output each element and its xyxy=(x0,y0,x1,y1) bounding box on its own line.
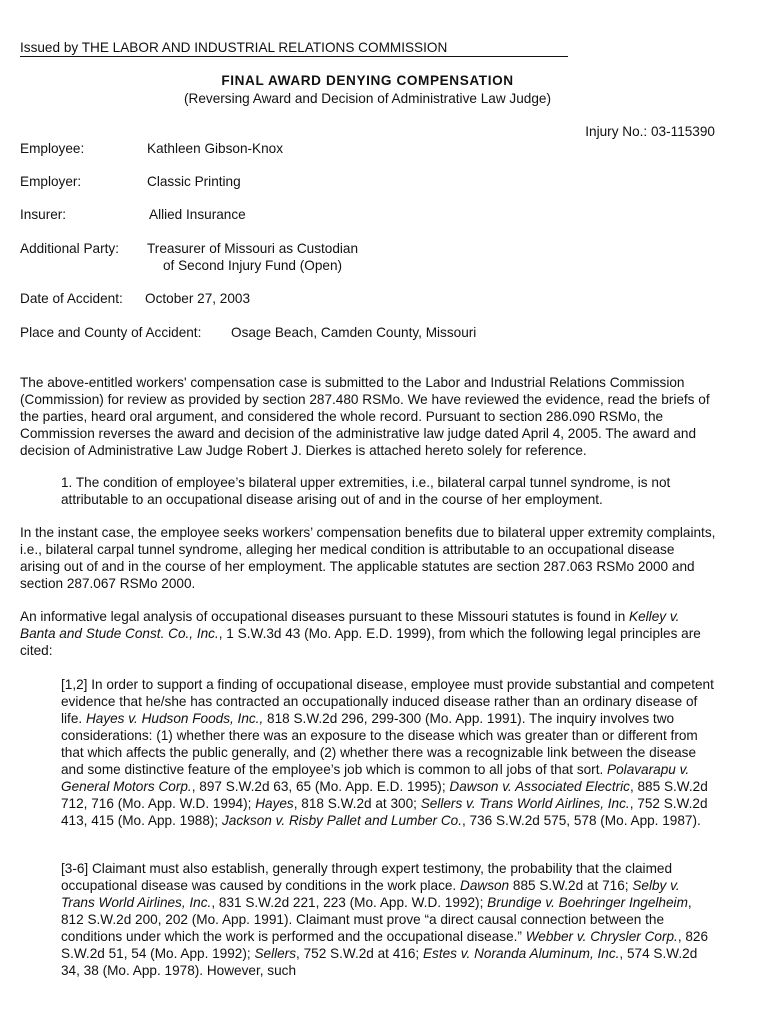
case-citation: Estes v. Noranda Aluminum, Inc. xyxy=(422,946,620,961)
additional-party-label: Additional Party: xyxy=(20,241,119,256)
case-citation: Sellers xyxy=(254,946,297,961)
case-citation: Selby v. Trans World Airlines, Inc. xyxy=(61,878,680,910)
employer-value: Classic Printing xyxy=(147,174,241,189)
case-citation: Dawson xyxy=(460,878,510,893)
case-citation: Hayes xyxy=(255,796,294,811)
issuer-line: Issued by THE LABOR AND INDUSTRIAL RELATIONS COMMISSION xyxy=(20,40,568,57)
instant-case-paragraph: In the instant case, the employee seeks workers’ compensation benefits due to bilateral upper extremity complaints, i.e., bilateral carpal tunnel syndrome, alleging her medical condition is attributable to an occupational disease arising out of and in the course of her employment. The applicable statutes are section 287.063 RSMo 2000 and section 287.067 RSMo 2000. xyxy=(20,525,716,591)
finding-1: 1. The condition of employee’s bilateral upper extremities, i.e., bilateral carpal tunnel syndrome, is not attributable to an occupational disease arising out of and in the course of her employment. xyxy=(61,475,671,507)
document-title: FINAL AWARD DENYING COMPENSATION xyxy=(221,73,514,88)
place-of-accident-label: Place and County of Accident: xyxy=(20,325,202,340)
case-citation: Hayes v. Hudson Foods, Inc., xyxy=(85,711,264,726)
injury-number: Injury No.: 03-115390 xyxy=(585,124,715,139)
case-citation: Sellers v. Trans World Airlines, Inc. xyxy=(420,796,630,811)
additional-party-value: Treasurer of Missouri as Custodian xyxy=(147,241,359,256)
employee-value: Kathleen Gibson-Knox xyxy=(147,141,284,156)
case-citation: Dawson v. Associated Electric xyxy=(449,779,630,794)
document-subtitle: (Reversing Award and Decision of Administrative Law Judge) xyxy=(184,91,551,106)
insurer-value: Allied Insurance xyxy=(149,207,246,222)
case-citation: Jackson v. Risby Pallet and Lumber Co. xyxy=(221,813,462,828)
quote-paragraph-2: [3-6] Claimant must also establish, generally through expert testimony, the probability that the claimed occupational disease was caused by conditions in the work place. Dawson 885 S.W.2d at 716; Selby v. Trans World Airlines, Inc., 831 S.W.2d 221, 223 (Mo. App. W.D. 1992); Brundige v. Boehringer Ingelheim, 812 S.W.2d 200, 202 (Mo. App. 1991). Claimant must prove “a direct causal connection between the conditions under which the work is performed and the occupational disease.” Webber v. Chrysler Corp., 826 S.W.2d 51, 54 (Mo. App. 1992); Sellers, 752 S.W.2d at 416; Estes v. Noranda Aluminum, Inc., 574 S.W.2d 34, 38 (Mo. App. 1978). However, such xyxy=(61,861,709,978)
date-of-accident-value: October 27, 2003 xyxy=(145,291,251,306)
case-citation: Kelley v. Banta and Stude Const. Co., Inc. xyxy=(20,609,680,641)
case-citation: Brundige v. Boehringer Ingelheim xyxy=(487,895,688,910)
insurer-label: Insurer: xyxy=(20,207,67,222)
place-of-accident-value: Osage Beach, Camden County, Missouri xyxy=(231,325,477,340)
legal-analysis-paragraph: An informative legal analysis of occupational diseases pursuant to these Missouri statutes is found in Kelley v. Banta and Stude Const. Co., Inc., 1 S.W.3d 43 (Mo. App. E.D. 1999), from which the following legal principles are cited: xyxy=(20,609,701,658)
additional-party-value-cont: of Second Injury Fund (Open) xyxy=(163,258,343,273)
intro-paragraph: The above-entitled workers' compensation case is submitted to the Labor and Industrial Relations Commission (Commission) for review as provided by section 287.480 RSMo. We have reviewed the evidence, read the briefs of the parties, heard oral argument, and considered the whole record. Pursuant to section 286.090 RSMo, the Commission reverses the award and decision of the administrative law judge dated April 4, 2005. The award and decision of Administrative Law Judge Robert J. Dierkes is attached hereto solely for reference. xyxy=(20,375,710,458)
employee-label: Employee: xyxy=(20,141,85,156)
date-of-accident-label: Date of Accident: xyxy=(20,291,123,306)
case-citation: Webber v. Chrysler Corp. xyxy=(525,929,678,944)
case-citation: Polavarapu v. General Motors Corp. xyxy=(61,762,690,794)
employer-label: Employer: xyxy=(20,174,82,189)
quote-paragraph-1: [1,2] In order to support a finding of occupational disease, employee must provide substantial and competent evidence that he/she has contracted an occupationally induced disease rather than an ordinary disease of life. Hayes v. Hudson Foods, Inc., 818 S.W.2d 296, 299-300 (Mo. App. 1991). The inquiry involves two considerations: (1) whether there was an exposure to the disease which was greater than or different from that which affects the public generally, and (2) whether there was a recognizable link between the disease and some distinctive feature of the employee’s job which is common to all jobs of that sort. Polavarapu v. General Motors Corp., 897 S.W.2d 63, 65 (Mo. App. E.D. 1995); Dawson v. Associated Electric, 885 S.W.2d 712, 716 (Mo. App. W.D. 1994); Hayes, 818 S.W.2d at 300; Sellers v. Trans World Airlines, Inc., 752 S.W.2d 413, 415 (Mo. App. 1988); Jackson v. Risby Pallet and Lumber Co., 736 S.W.2d 575, 578 (Mo. App. 1987). xyxy=(61,677,714,828)
